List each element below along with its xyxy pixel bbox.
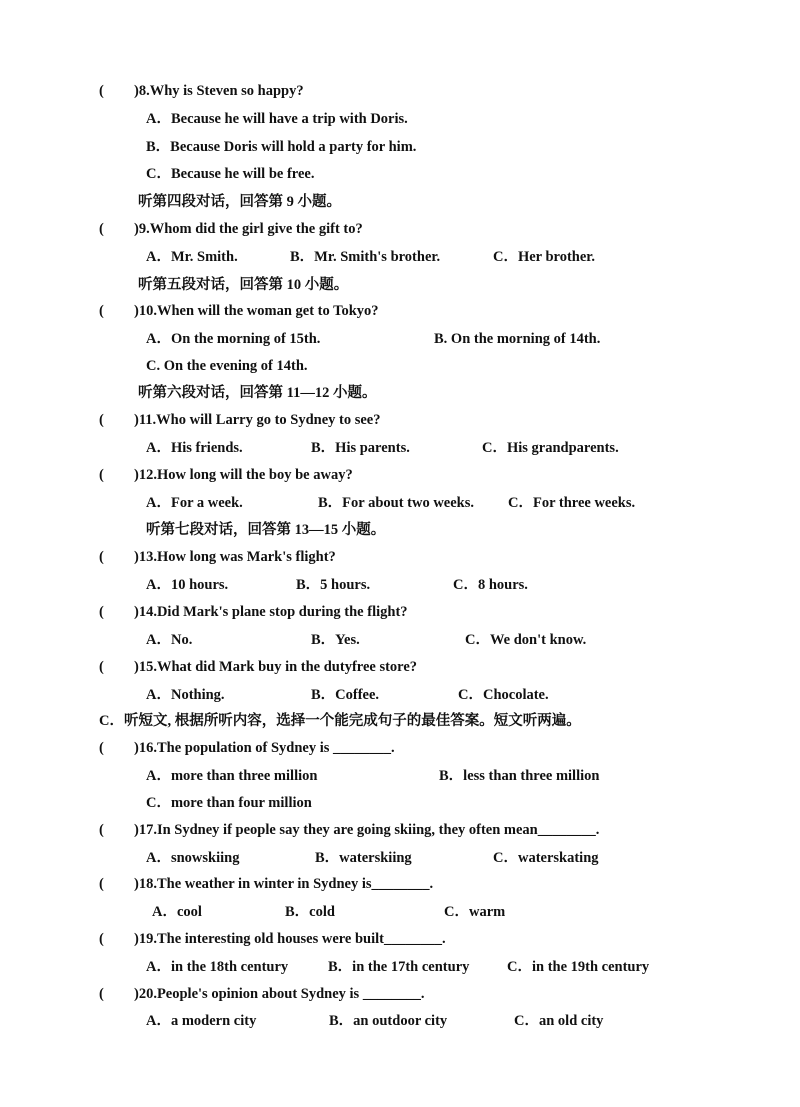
q19-option-b: B．in the 17th century — [328, 959, 470, 975]
question-13: )13.How long was Mark's flight? — [134, 549, 336, 565]
answer-blank-q13: ( — [99, 549, 104, 565]
q16-option-a: A．more than three million — [146, 768, 318, 784]
q18-option-a: A．cool — [152, 904, 202, 920]
q19-option-a: A．in the 18th century — [146, 959, 289, 975]
answer-blank-q8: ( — [99, 83, 104, 99]
q8-option-c: C．Because he will be free. — [146, 166, 315, 182]
q18-option-b: B．cold — [285, 904, 335, 920]
q16-option-c: C．more than four million — [146, 795, 312, 811]
question-14: )14.Did Mark's plane stop during the flight? — [134, 604, 408, 620]
section-instruction-7: 听第七段对话，回答第 13—15 小题。 — [146, 522, 386, 538]
q20-option-b: B．an outdoor city — [329, 1013, 448, 1029]
q11-option-b: B．His parents. — [311, 440, 410, 456]
answer-blank-q12: ( — [99, 467, 104, 483]
q17-option-a: A．snowskiing — [146, 850, 240, 866]
answer-blank-q18: ( — [99, 876, 104, 892]
question-15: )15.What did Mark buy in the dutyfree store? — [134, 659, 418, 675]
answer-blank-q19: ( — [99, 931, 104, 947]
q11-option-a: A．His friends. — [146, 440, 243, 456]
q14-option-c: C．We don't know. — [465, 632, 587, 648]
q12-option-b: B．For about two weeks. — [318, 495, 475, 511]
answer-blank-q11: ( — [99, 412, 104, 428]
section-instruction-4: 听第四段对话，回答第 9 小题。 — [138, 194, 341, 210]
q14-option-a: A．No. — [146, 632, 193, 648]
q12-option-c: C．For three weeks. — [508, 495, 636, 511]
question-19: )19.The interesting old houses were built________. — [134, 931, 446, 947]
question-16: )16.The population of Sydney is ________. — [134, 740, 395, 756]
q10-option-a: A．On the morning of 15th. — [146, 331, 321, 347]
q10-option-c: C. On the evening of 14th. — [146, 358, 308, 374]
q9-option-a: A．Mr. Smith. — [146, 249, 238, 265]
answer-blank-q17: ( — [99, 822, 104, 838]
q14-option-b: B．Yes. — [311, 632, 360, 648]
question-18: )18.The weather in winter in Sydney is________. — [134, 876, 434, 892]
q16-option-b: B．less than three million — [439, 768, 600, 784]
q12-option-a: A．For a week. — [146, 495, 243, 511]
q17-option-c: C．waterskating — [493, 850, 599, 866]
q13-option-c: C．8 hours. — [453, 577, 528, 593]
answer-blank-q10: ( — [99, 303, 104, 319]
q11-option-c: C．His grandparents. — [482, 440, 619, 456]
q15-option-c: C．Chocolate. — [458, 687, 549, 703]
section-instruction-5: 听第五段对话，回答第 10 小题。 — [138, 277, 349, 293]
q9-option-c: C．Her brother. — [493, 249, 596, 265]
answer-blank-q14: ( — [99, 604, 104, 620]
q13-option-b: B．5 hours. — [296, 577, 371, 593]
question-20: )20.People's opinion about Sydney is ________. — [134, 986, 425, 1002]
q15-option-b: B．Coffee. — [311, 687, 380, 703]
answer-blank-q16: ( — [99, 740, 104, 756]
q20-option-c: C．an old city — [514, 1013, 604, 1029]
section-c-instruction: C．听短文, 根据所听内容，选择一个能完成句子的最佳答案。短文听两遍。 — [99, 713, 581, 729]
q15-option-a: A．Nothing. — [146, 687, 225, 703]
q10-option-b: B. On the morning of 14th. — [434, 331, 601, 347]
q17-option-b: B．waterskiing — [315, 850, 412, 866]
question-17: )17.In Sydney if people say they are going skiing, they often mean________. — [134, 822, 600, 838]
q8-option-a: A．Because he will have a trip with Doris. — [146, 111, 408, 127]
question-9: )9.Whom did the girl give the gift to? — [134, 221, 363, 237]
answer-blank-q15: ( — [99, 659, 104, 675]
question-10: )10.When will the woman get to Tokyo? — [134, 303, 379, 319]
question-11: )11.Who will Larry go to Sydney to see? — [134, 412, 381, 428]
q8-option-b: B．Because Doris will hold a party for him. — [146, 139, 417, 155]
q20-option-a: A．a modern city — [146, 1013, 257, 1029]
question-8: )8.Why is Steven so happy? — [134, 83, 304, 99]
answer-blank-q20: ( — [99, 986, 104, 1002]
section-instruction-6: 听第六段对话，回答第 11—12 小题。 — [138, 385, 377, 401]
q13-option-a: A．10 hours. — [146, 577, 229, 593]
q18-option-c: C．warm — [444, 904, 506, 920]
question-12: )12.How long will the boy be away? — [134, 467, 353, 483]
answer-blank-q9: ( — [99, 221, 104, 237]
q9-option-b: B．Mr. Smith's brother. — [290, 249, 441, 265]
q19-option-c: C．in the 19th century — [507, 959, 650, 975]
